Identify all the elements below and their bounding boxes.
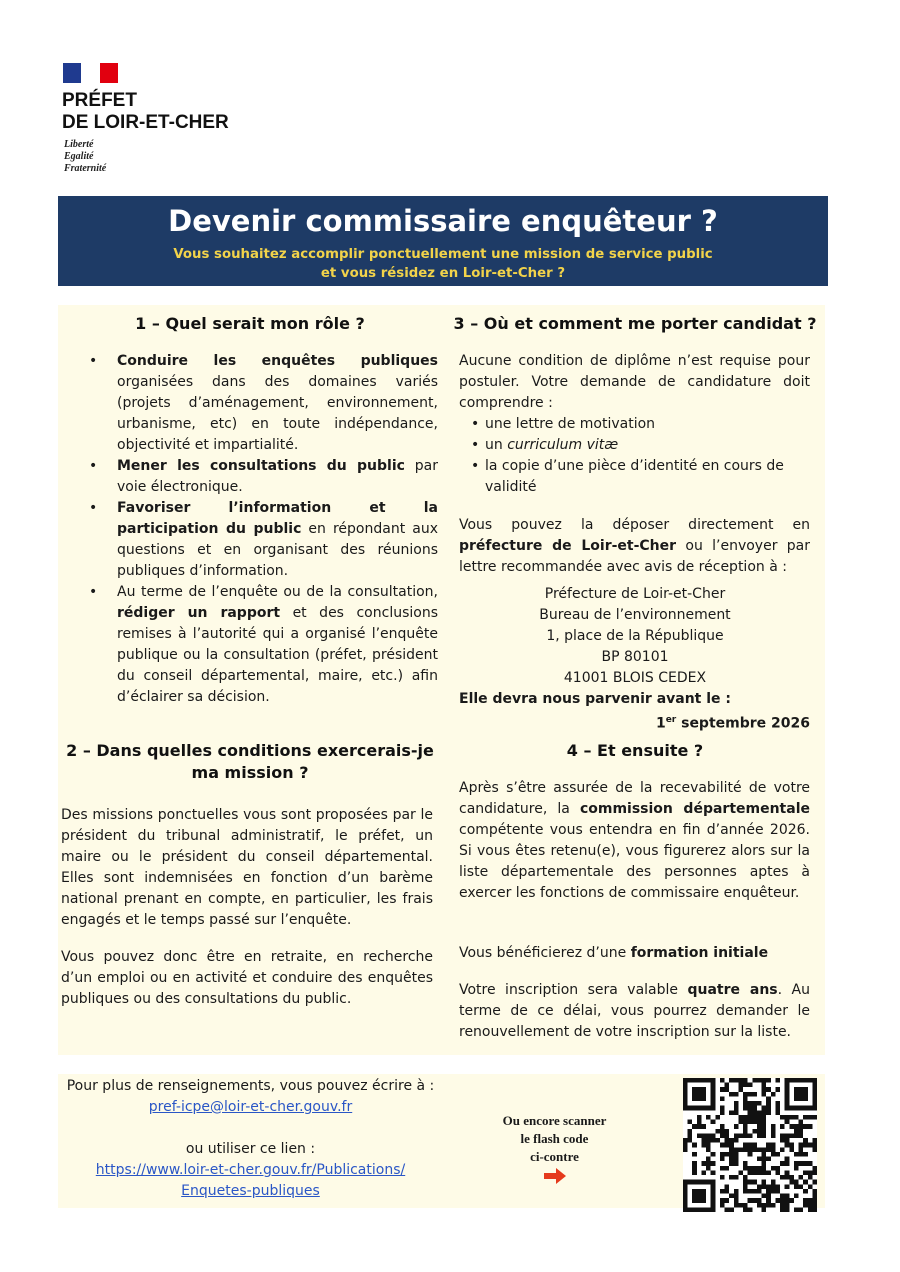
section1-heading: 1 – Quel serait mon rôle ? [135,314,365,333]
list-item: • la copie d’une pièce d’identité en cours de validité [459,456,810,498]
deadline-label: Elle devra nous parvenir avant le : [459,691,732,707]
section3-intro: Aucune condition de diplôme n’est requise pour postuler. Votre demande de candidature doit comprendre : [459,353,810,411]
list-item: • Conduire les enquêtes publiques organisées dans des domaines variés (projets d’aménagement, environnement, urbanisme, etc) en toute indépendance, objectivité et impartialité. [87,351,438,456]
arrow-right-icon [543,1166,567,1186]
contact-block: Pour plus de renseignements, vous pouvez écrire à : pref-icpe@loir-et-cher.gouv.fr ou utiliser ce lien : https://www.loir-et-cher.gouv.fr/Publications/ Enquetes-publiques [66,1078,435,1199]
section3-deposit: Vous pouvez la déposer directement en préfecture de Loir-et-Cher ou l’envoyer par lettre recommandée avec avis de réception à : [459,517,811,575]
section1-list [87,351,438,708]
section2-paragraph-1: Des missions ponctuelles vous sont proposées par le président du tribunal administratif, le préfet, un maire ou le président du conseil départemental. Elles sont indemnisées en fonction d’un barème national prenant en compte, en particulier, les frais engagés et le temps passé sur l’enquête. [61,807,433,928]
section4-paragraph-3: Votre inscription sera valable quatre ans. Au terme de ce délai, vous pourrez demander le renouvellement de votre inscription sur la liste. [459,982,810,1040]
scan-instruction: Ou encore scanner le flash code ci-contre [502,1113,607,1164]
title-banner [58,196,828,286]
list-item: • une lettre de motivation [459,414,810,435]
list-item: • Mener les consultations du public par voie électronique. [87,456,438,498]
banner-subtitle: Vous souhaitez accomplir ponctuellement une mission de service public et vous résidez en Loir-et-Cher ? [173,247,713,281]
section4-paragraph-1: Après s’être assurée de la recevabilité de votre candidature, la commission départementale compétente vous entendra en fin d’année 2026. Si vous êtes retenu(e), vous figurerez alors sur la liste départementale des personnes aptes à exercer les fonctions de commissaire enquêteur. [459,780,810,901]
list-item: • Au terme de l’enquête ou de la consultation, rédiger un rapport et des conclusions remises à l’autorité qui a organisé l’enquête publique ou la consultation (préfet, président du conseil départemental, maire, etc.) afin d’éclairer sa décision. [87,582,438,708]
postal-address: Préfecture de Loir-et-Cher Bureau de l’environnement 1, place de la République BP 80101 41001 BLOIS CEDEX [539,586,731,686]
list-item: • Favoriser l’information et la participation du public en répondant aux questions et en organisant des réunions publiques d’information. [87,498,438,582]
list-item: • un curriculum vitæ [459,435,810,456]
section2-heading: 2 – Dans quelles conditions exercerais-je ma mission ? [66,741,434,782]
email-link[interactable]: pref-icpe@loir-et-cher.gouv.fr [148,1099,353,1115]
enquetes-link[interactable]: https://www.loir-et-cher.gouv.fr/Publications/ Enquetes-publiques [95,1162,406,1199]
republic-motto: Liberté Egalité Fraternité [64,139,107,174]
section4-heading: 4 – Et ensuite ? [566,741,704,760]
deadline-date: 1er septembre 2026 [655,715,810,732]
prefecture-name: PRÉFET DE LOIR-ET-CHER [62,90,229,133]
qr-code-icon[interactable] [683,1078,817,1212]
section4-paragraph-2: Vous bénéficierez d’une formation initiale [459,945,769,961]
requirements-list [459,414,810,498]
section2-paragraph-2: Vous pouvez donc être en retraite, en recherche d’un emploi ou en activité et conduire des enquêtes publiques ou des consultations du public. [61,949,433,1007]
section3-heading: 3 – Où et comment me porter candidat ? [453,314,817,333]
page-title: Devenir commissaire enquêteur ? [168,204,718,238]
marianne-flag-logo [63,63,118,83]
